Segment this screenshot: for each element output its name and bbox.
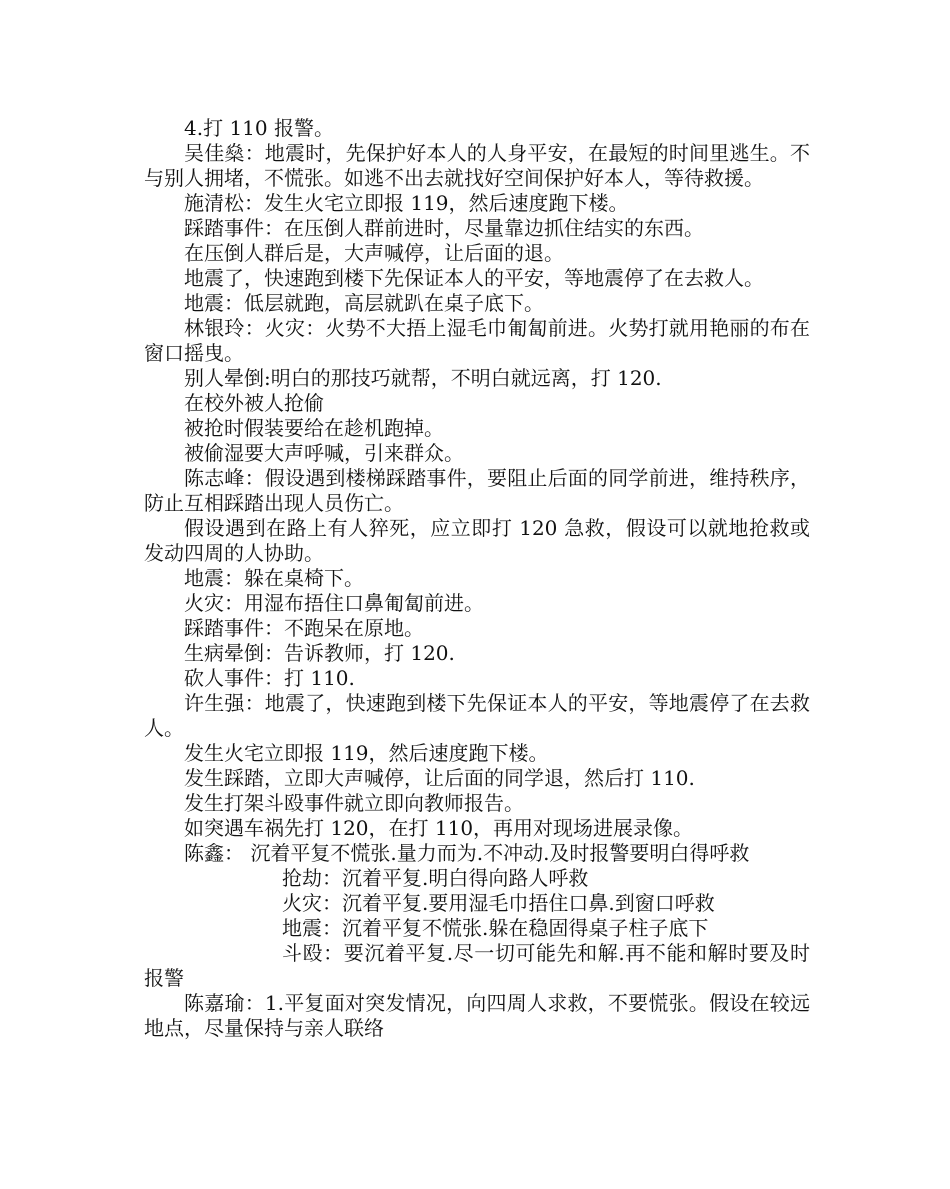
paragraph: 许生强：地震了，快速跑到楼下先保证本人的平安，等地震停了在去救人。	[144, 691, 810, 740]
paragraph: 踩踏事件：在压倒人群前进时，尽量靠边抓住结实的东西。	[184, 216, 704, 240]
paragraph: 抢劫：沉着平复.明白得向路人呼救	[282, 866, 589, 890]
paragraph: 林银玲：火灾：火势不大捂上湿毛巾匍匐前进。火势打就用艳丽的布在窗口摇曳。	[144, 316, 810, 365]
paragraph: 斗殴：要沉着平复.尽一切可能先和解.再不能和解时要及时报警	[144, 941, 810, 990]
paragraph: 火灾：用湿布捂住口鼻匍匐前进。	[184, 591, 484, 615]
paragraph: 地震：低层就跑，高层就趴在桌子底下。	[184, 291, 544, 315]
paragraph: 陈嘉瑜：1.平复面对突发情况，向四周人求救，不要慌张。假设在较远地点，尽量保持与亲人联络	[144, 991, 810, 1040]
paragraph: 陈鑫： 沉着平复不慌张.量力而为.不冲动.及时报警要明白得呼救	[184, 841, 750, 865]
paragraph: 被抢时假装要给在趁机跑掉。	[184, 416, 444, 440]
paragraph: 生病晕倒：告诉教师，打 120.	[184, 641, 455, 665]
paragraph: 别人晕倒:明白的那技巧就帮，不明白就远离，打 120.	[184, 366, 662, 390]
paragraph: 假设遇到在路上有人猝死，应立即打 120 急救，假设可以就地抢救或发动四周的人协助。	[144, 516, 810, 565]
paragraph: 发生火宅立即报 119，然后速度跑下楼。	[184, 741, 549, 765]
document-body	[144, 116, 810, 1041]
paragraph: 地震：躲在桌椅下。	[184, 566, 364, 590]
paragraph: 吴佳燊：地震时，先保护好本人的人身平安，在最短的时间里逃生。不与别人拥堵，不慌张。如逃不出去就找好空间保护好本人，等待救援。	[144, 141, 810, 190]
paragraph: 4.打 110 报警。	[184, 116, 334, 140]
paragraph: 砍人事件：打 110.	[184, 666, 355, 690]
paragraph: 发生踩踏，立即大声喊停，让后面的同学退，然后打 110.	[184, 766, 695, 790]
paragraph: 陈志峰：假设遇到楼梯踩踏事件，要阻止后面的同学前进，维持秩序，防止互相踩踏出现人员伤亡。	[144, 466, 810, 515]
paragraph: 被偷湿要大声呼喊，引来群众。	[184, 441, 464, 465]
paragraph: 地震：沉着平复不慌张.躲在稳固得桌子柱子底下	[282, 916, 709, 940]
paragraph: 在校外被人抢偷	[184, 391, 324, 415]
paragraph: 踩踏事件：不跑呆在原地。	[184, 616, 424, 640]
paragraph: 发生打架斗殴事件就立即向教师报告。	[184, 791, 524, 815]
paragraph: 施清松：发生火宅立即报 119，然后速度跑下楼。	[184, 191, 629, 215]
paragraph: 在压倒人群后是，大声喊停，让后面的退。	[184, 241, 564, 265]
paragraph: 地震了，快速跑到楼下先保证本人的平安，等地震停了在去救人。	[184, 266, 764, 290]
paragraph: 如突遇车祸先打 120，在打 110，再用对现场进展录像。	[184, 816, 694, 840]
paragraph: 火灾：沉着平复.要用湿毛巾捂住口鼻.到窗口呼救	[282, 891, 715, 915]
